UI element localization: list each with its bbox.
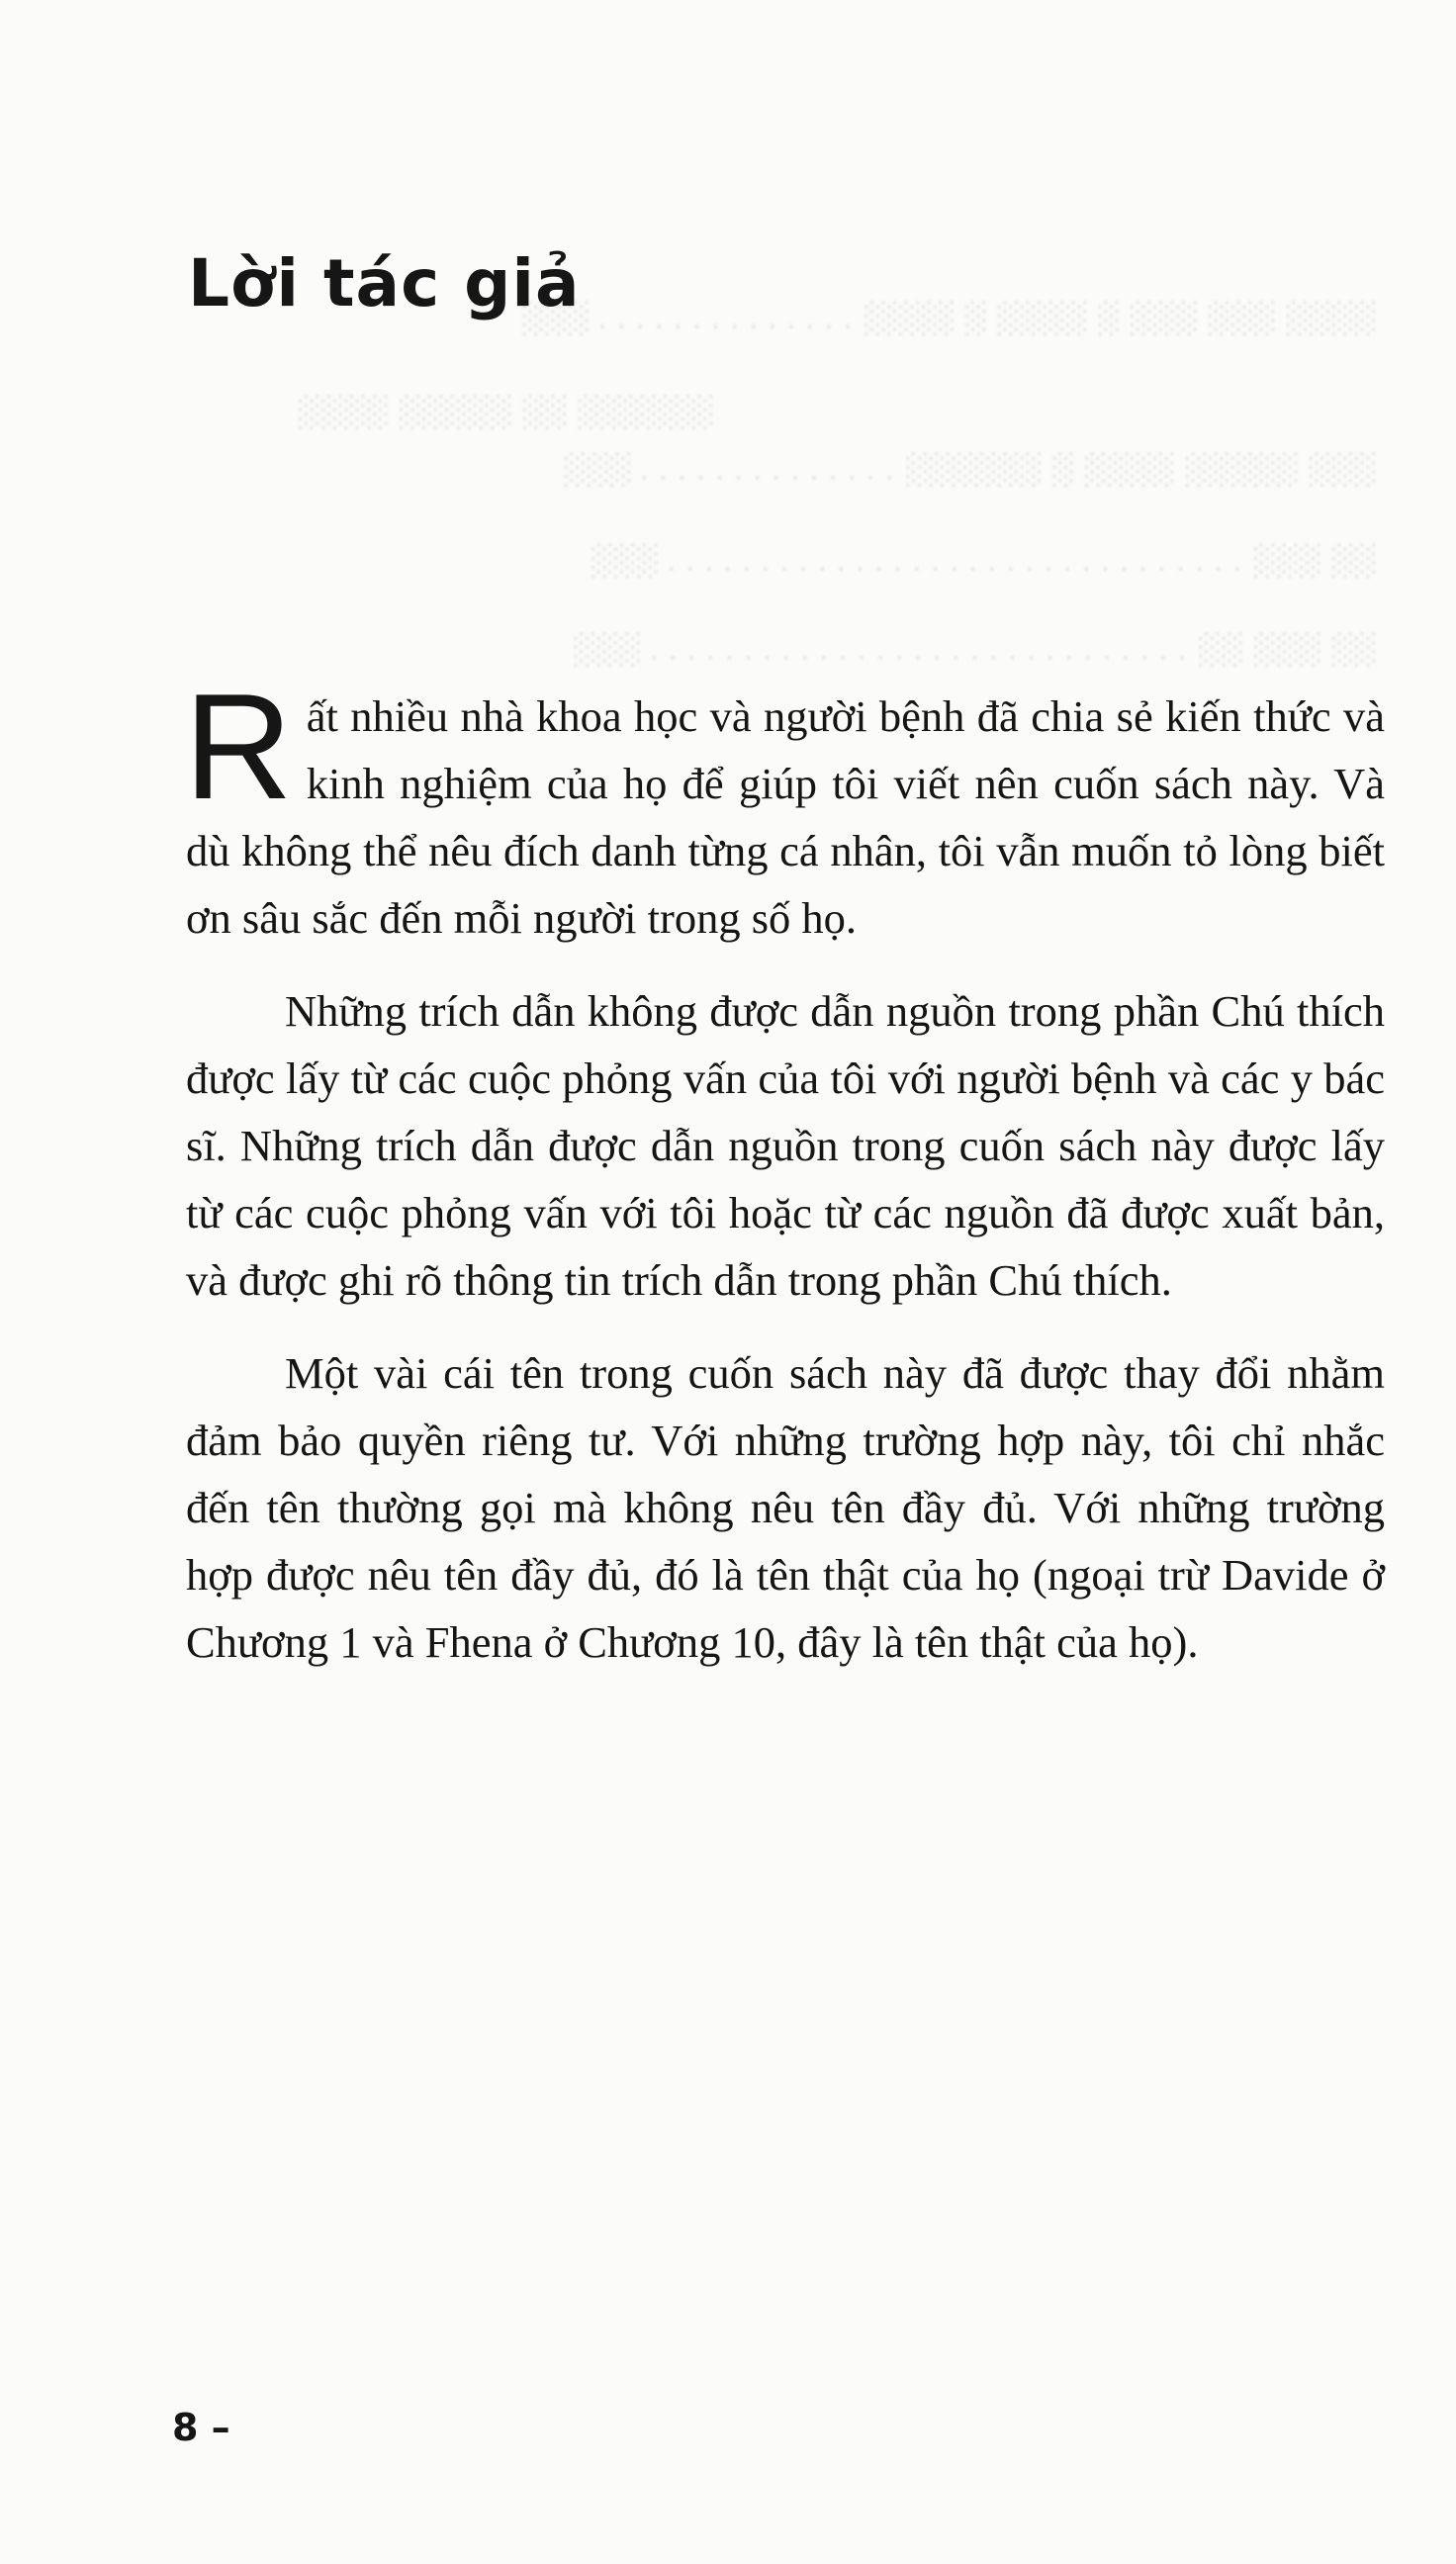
bleed-through-line: ░░░ ░░░░░ ░░░░ ░ ░░░░░░ . . . . . . . . . . . . . . ░░░: [561, 453, 1375, 488]
body-text: [184, 663, 1385, 1676]
paragraph-text: ất nhiều nhà khoa học và người bệnh đã chia sẻ kiến thức và kinh nghiệm của họ để giúp tôi viết nên cuốn sách này. Và dù không thể nêu đích danh từng cá nhân, tôi vẫn muốn tỏ lòng biết ơn sâu sắc đến mỗi người trong số họ.: [186, 691, 1385, 943]
page-title: Lời tác giả: [188, 245, 581, 321]
bleed-through-line: ░░ ░░░ ░░ . . . . . . . . . . . . . . . . . . . . . . . . . . . . . ░░░: [571, 633, 1375, 668]
paragraph: [184, 663, 1385, 952]
page-number: 8 –: [172, 2406, 230, 2449]
drop-cap: R: [184, 663, 293, 831]
bleed-through-line: ░░░░ ░░░ ░░░ ░ ░░░░ ░ ░░░░ . . . . . . . . . . . . . . ░░░: [519, 302, 1375, 336]
bleed-through-line: ░░░░░░ ░░ ░░░░░ ░░░░: [296, 396, 712, 430]
bleed-through-line: ░░ ░░░ . . . . . . . . . . . . . . . . . . . . . . . . . . . . . . . ░░░: [589, 544, 1375, 579]
paragraph: Một vài cái tên trong cuốn sách này đã được thay đổi nhằm đảm bảo quyền riêng tư. Với những trường hợp này, tôi chỉ nhắc đến tên thường gọi mà không nêu tên đầy đủ. Với những trường hợp được nêu tên đầy đủ, đó là tên thật của họ (ngoại trừ Davide ở Chương 1 và Fhena ở Chương 10, đây là tên thật của họ).: [186, 1348, 1385, 1667]
paragraph: Những trích dẫn không được dẫn nguồn trong phần Chú thích được lấy từ các cuộc phỏng vấn của tôi với người bệnh và các y bác sĩ. Những trích dẫn được dẫn nguồn trong cuốn sách này được lấy từ các cuộc phỏng vấn với tôi hoặc từ các nguồn đã được xuất bản, và được ghi rõ thông tin trích dẫn trong phần Chú thích.: [186, 986, 1385, 1305]
